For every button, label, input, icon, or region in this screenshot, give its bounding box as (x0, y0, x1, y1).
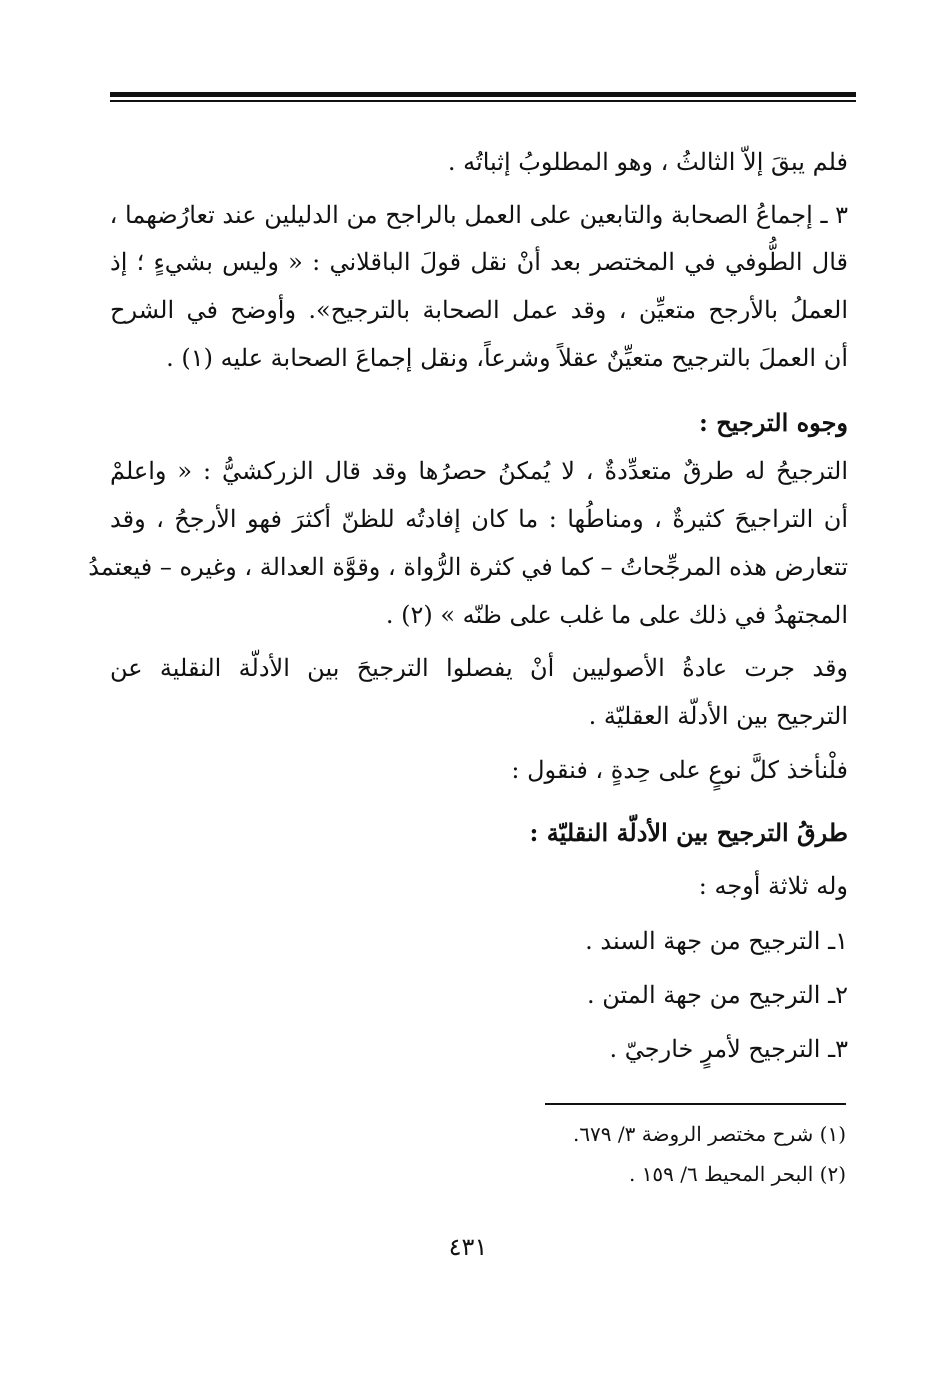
body-line: أن العملَ بالترجيح متعيِّنٌ عقلاً وشرعاً، ونقل إجماعَ الصحابة عليه (١) . (166, 344, 848, 372)
body-line: وقد جرت عادةُ الأصوليين أنْ يفصلوا الترجيحَ بين الأدلّة النقلية عن (110, 654, 848, 682)
header-rule-thin (110, 100, 856, 102)
body-line: تتعارض هذه المرجِّحاتُ – كما في كثرة الرُّواة ، وقوَّة العدالة ، وغيره – فيعتمدُ (88, 553, 848, 581)
body-line: قال الطُّوفي في المختصر بعد أنْ نقل قولَ الباقلاني : « وليس بشيءٍ ؛ إذ (110, 248, 848, 276)
body-line: فلم يبقَ إلاّ الثالثُ ، وهو المطلوبُ إثباتُه . (447, 148, 848, 176)
body-line: العملُ بالأرجح متعيِّن ، وقد عمل الصحابة بالترجيح». وأوضح في الشرح (110, 296, 848, 324)
section-heading: طرقُ الترجيح بين الأدلّة النقليّة : (529, 818, 848, 847)
footnote-rule (545, 1103, 846, 1105)
body-line: فلْنأخذ كلَّ نوعٍ على حِدةٍ ، فنقول : (511, 756, 848, 784)
list-item: ٢ـ الترجيح من جهة المتن . (587, 981, 848, 1009)
header-rule-thick (110, 92, 856, 97)
body-line: المجتهدُ في ذلك على ما غلب على ظنّه » (٢) . (385, 601, 848, 629)
body-line: وله ثلاثة أوجه : (698, 872, 848, 900)
body-line: أن التراجيحَ كثيرةٌ ، ومناطُها : ما كان إفادتُه للظنّ أكثرَ فهو الأرجحُ ، وقد (110, 505, 848, 533)
body-line: الترجيح بين الأدلّة العقليّة . (588, 702, 848, 730)
list-item: ١ـ الترجيح من جهة السند . (585, 927, 848, 955)
section-heading: وجوه الترجيح : (698, 408, 848, 437)
list-item: ٣ـ الترجيح لأمرٍ خارجيّ . (609, 1035, 848, 1063)
body-line: الترجيحُ له طرقٌ متعدِّدةٌ ، لا يُمكنُ حصرُها وقد قال الزركشيُّ : « واعلمْ (110, 457, 848, 485)
body-line: ٣ ـ إجماعُ الصحابة والتابعين على العمل بالراجح من الدليلين عند تعارُضهما ، (109, 201, 848, 229)
page-number: ٤٣١ (448, 1233, 488, 1261)
footnote: (١) شرح مختصر الروضة ٣/ ٦٧٩. (572, 1122, 846, 1146)
footnote: (٢) البحر المحيط ٦/ ١٥٩ . (628, 1162, 846, 1186)
